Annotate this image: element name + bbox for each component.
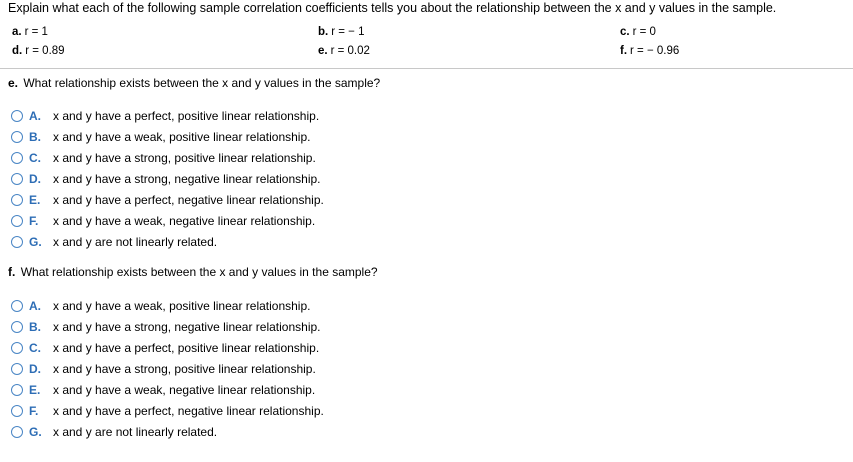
coef-f <box>620 44 679 58</box>
option-letter: A. <box>29 299 41 313</box>
option-text: x and y have a perfect, positive linear relationship. <box>53 341 320 355</box>
radio-button-icon[interactable] <box>11 110 23 122</box>
option-f-g[interactable] <box>11 424 431 440</box>
coef-c <box>620 25 656 39</box>
radio-button-icon[interactable] <box>11 152 23 164</box>
radio-button-icon[interactable] <box>11 215 23 227</box>
radio-button-icon[interactable] <box>11 321 23 333</box>
intro-text: Explain what each of the following sample correlation coefficients tells you about the relationship between the x and y values in the sample. <box>8 1 777 15</box>
question-text: What relationship exists between the x and y values in the sample? <box>20 265 378 279</box>
option-letter: G. <box>29 235 42 249</box>
coef-value: r = 0.02 <box>330 45 370 57</box>
option-e-g[interactable] <box>11 234 431 250</box>
coef-a <box>12 25 48 39</box>
question-text: What relationship exists between the x and y values in the sample? <box>23 76 381 90</box>
option-text: x and y have a perfect, positive linear relationship. <box>53 109 320 123</box>
option-letter: F. <box>29 404 39 418</box>
option-f-b[interactable] <box>11 319 431 335</box>
option-text: x and y have a strong, negative linear relationship. <box>53 172 321 186</box>
option-text: x and y have a weak, positive linear relationship. <box>53 299 311 313</box>
coef-value: r = 0 <box>632 26 656 38</box>
question-label: f. <box>8 265 16 279</box>
coef-label: f. <box>620 45 628 57</box>
coef-value: r = 0.89 <box>25 45 65 57</box>
option-text: x and y have a perfect, negative linear relationship. <box>53 193 324 207</box>
coef-label: d. <box>12 45 23 57</box>
option-letter: E. <box>29 383 41 397</box>
coef-label: c. <box>620 26 630 38</box>
question-label: e. <box>8 76 19 90</box>
coef-b <box>318 25 364 39</box>
option-letter: C. <box>29 151 41 165</box>
option-letter: C. <box>29 341 41 355</box>
option-letter: E. <box>29 193 41 207</box>
option-text: x and y are not linearly related. <box>53 235 218 249</box>
radio-button-icon[interactable] <box>11 300 23 312</box>
option-letter: D. <box>29 362 41 376</box>
option-text: x and y have a strong, negative linear relationship. <box>53 320 321 334</box>
coef-value: r = − 0.96 <box>630 45 680 57</box>
option-text: x and y have a strong, positive linear relationship. <box>53 151 316 165</box>
option-e-e[interactable] <box>11 192 431 208</box>
radio-button-icon[interactable] <box>11 384 23 396</box>
radio-button-icon[interactable] <box>11 405 23 417</box>
radio-button-icon[interactable] <box>11 131 23 143</box>
option-letter: A. <box>29 109 41 123</box>
coef-label: e. <box>318 45 328 57</box>
radio-button-icon[interactable] <box>11 194 23 206</box>
radio-button-icon[interactable] <box>11 236 23 248</box>
question-f <box>8 265 378 279</box>
coef-value: r = − 1 <box>331 26 365 38</box>
option-letter: B. <box>29 320 41 334</box>
option-text: x and y have a weak, positive linear relationship. <box>53 130 311 144</box>
option-e-c[interactable] <box>11 150 431 166</box>
option-text: x and y have a strong, positive linear relationship. <box>53 362 316 376</box>
radio-button-icon[interactable] <box>11 173 23 185</box>
option-e-b[interactable] <box>11 129 431 145</box>
option-letter: D. <box>29 172 41 186</box>
option-letter: B. <box>29 130 41 144</box>
coef-value: r = 1 <box>24 26 48 38</box>
option-letter: F. <box>29 214 39 228</box>
option-e-a[interactable] <box>11 108 431 124</box>
radio-button-icon[interactable] <box>11 363 23 375</box>
radio-button-icon[interactable] <box>11 342 23 354</box>
option-letter: G. <box>29 425 42 439</box>
coef-d <box>12 44 65 58</box>
question-e <box>8 76 380 90</box>
coef-e <box>318 44 370 58</box>
coef-label: b. <box>318 26 329 38</box>
coef-label: a. <box>12 26 22 38</box>
option-e-d[interactable] <box>11 171 431 187</box>
option-text: x and y are not linearly related. <box>53 425 218 439</box>
option-f-a[interactable] <box>11 298 431 314</box>
option-f-f[interactable] <box>11 403 431 419</box>
option-text: x and y have a perfect, negative linear relationship. <box>53 404 324 418</box>
option-e-f[interactable] <box>11 213 431 229</box>
option-f-e[interactable] <box>11 382 431 398</box>
radio-button-icon[interactable] <box>11 426 23 438</box>
option-f-c[interactable] <box>11 340 431 356</box>
option-text: x and y have a weak, negative linear relationship. <box>53 383 316 397</box>
divider <box>0 68 853 69</box>
option-f-d[interactable] <box>11 361 431 377</box>
option-text: x and y have a weak, negative linear relationship. <box>53 214 316 228</box>
